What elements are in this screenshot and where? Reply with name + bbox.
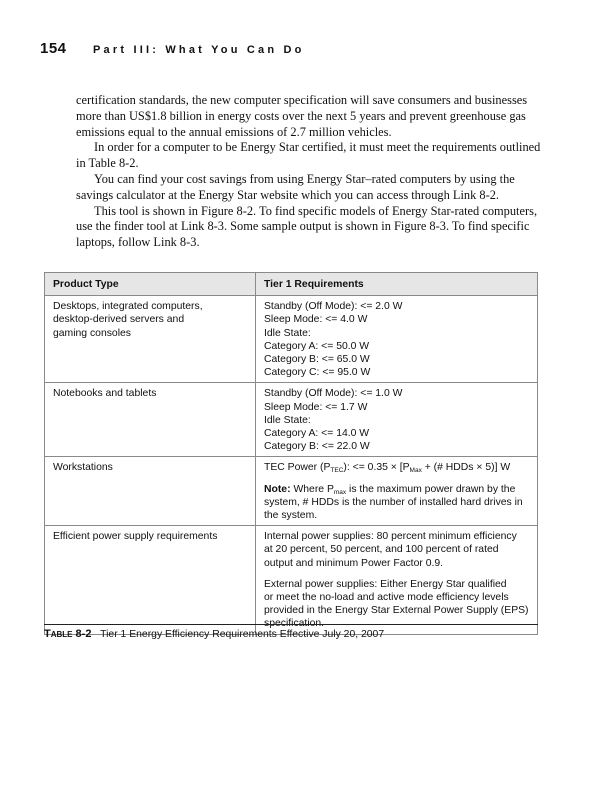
cell-line: Category B: <= 65.0 W xyxy=(264,354,370,366)
paragraph: You can find your cost savings from using Energy Star–rated computers by using the savings calculator at the Energy Star website which you can access through Link 8-2. xyxy=(76,171,515,202)
cell-line: output and minimum Power Factor 0.9. xyxy=(264,557,444,569)
cell-line: Internal power supplies: 80 percent minimum efficiency xyxy=(264,531,517,543)
cell-line: Standby (Off Mode): <= 2.0 W xyxy=(264,301,403,313)
note-line: system, # HDDs is the number of installed hard drives in xyxy=(264,496,523,508)
note-line: the system. xyxy=(264,510,318,522)
cell-line: External power supplies: Either Energy Star qualified xyxy=(264,578,507,590)
note-label: Note: xyxy=(264,483,291,495)
cell-line: provided in the Energy Star External Power Supply (EPS) xyxy=(264,605,529,617)
cell-line: Notebooks and tablets xyxy=(53,388,157,400)
requirements-table xyxy=(44,272,538,635)
formula-text: + (# HDDs × 5)] W xyxy=(421,462,511,474)
cell-line: gaming consoles xyxy=(53,327,131,339)
cell-line: Category A: <= 50.0 W xyxy=(264,340,370,352)
column-header-tier1-requirements: Tier 1 Requirements xyxy=(256,273,538,296)
product-cell xyxy=(45,383,256,457)
caption-label: Table 8-2 xyxy=(44,628,92,640)
table-row xyxy=(45,526,538,634)
cell-line: Idle State: xyxy=(264,414,311,426)
requirements-cell xyxy=(256,526,538,634)
cell-line: desktop-derived servers and xyxy=(53,314,185,326)
page-number: 154 xyxy=(40,40,67,57)
requirements-cell xyxy=(256,383,538,457)
formula-subscript: Max xyxy=(409,467,422,475)
note-text: Where P xyxy=(290,483,334,495)
paragraph: In order for a computer to be Energy Star certified, it must meet the requirements outlined in Table 8-2. xyxy=(76,140,541,171)
cell-line: Category B: <= 22.0 W xyxy=(264,441,370,453)
note xyxy=(264,483,529,496)
requirements-cell xyxy=(256,457,538,526)
note-subscript: max xyxy=(333,488,347,496)
body-text xyxy=(76,93,546,251)
table-caption xyxy=(44,628,384,640)
product-cell xyxy=(45,296,256,383)
cell-line: Idle State: xyxy=(264,327,311,339)
note-text: is the maximum power drawn by the xyxy=(346,483,516,495)
formula-text: ): <= 0.35 × [P xyxy=(343,462,410,474)
table-row xyxy=(45,457,538,526)
cell-line: Category A: <= 14.0 W xyxy=(264,428,370,440)
column-header-product-type: Product Type xyxy=(45,273,256,296)
cell-line: Sleep Mode: <= 1.7 W xyxy=(264,401,368,413)
paragraph: certification standards, the new computer specification will save consumers and businesses more than US$1.8 billion in energy costs over the next 5 years and prevent greenhouse gas emissions equal to the annual emissions of 2.7 million vehicles. xyxy=(76,93,528,139)
cell-line: Category C: <= 95.0 W xyxy=(264,367,371,379)
product-cell xyxy=(45,526,256,634)
product-cell xyxy=(45,457,256,526)
requirements-cell xyxy=(256,296,538,383)
caption-rule xyxy=(44,624,538,625)
cell-line: Efficient power supply requirements xyxy=(53,531,218,543)
table-row xyxy=(45,296,538,383)
table-row xyxy=(45,383,538,457)
running-head xyxy=(40,40,305,58)
caption-text: Tier 1 Energy Efficiency Requirements Effective July 20, 2007 xyxy=(100,629,385,640)
formula-subscript: TEC xyxy=(330,467,344,475)
table-header-row xyxy=(45,273,538,296)
cell-line: specification. xyxy=(264,618,325,630)
cell-line: Workstations xyxy=(53,462,113,474)
formula-text: TEC Power (P xyxy=(264,462,331,474)
cell-line: at 20 percent, 50 percent, and 100 percent of rated xyxy=(264,544,499,556)
cell-line: Sleep Mode: <= 4.0 W xyxy=(264,314,368,326)
tec-formula xyxy=(264,461,529,474)
cell-line: or meet the no-load and active mode efficiency levels xyxy=(264,592,509,604)
part-title: Part III: What You Can Do xyxy=(92,44,305,56)
cell-line: Desktops, integrated computers, xyxy=(53,301,203,313)
paragraph: This tool is shown in Figure 8-2. To find specific models of Energy Star-rated computers, use the finder tool at Link 8-3. Some sample output is shown in Figure 8-3. To find specific laptops, follow Link 8-3. xyxy=(76,203,538,250)
cell-line: Standby (Off Mode): <= 1.0 W xyxy=(264,388,403,400)
